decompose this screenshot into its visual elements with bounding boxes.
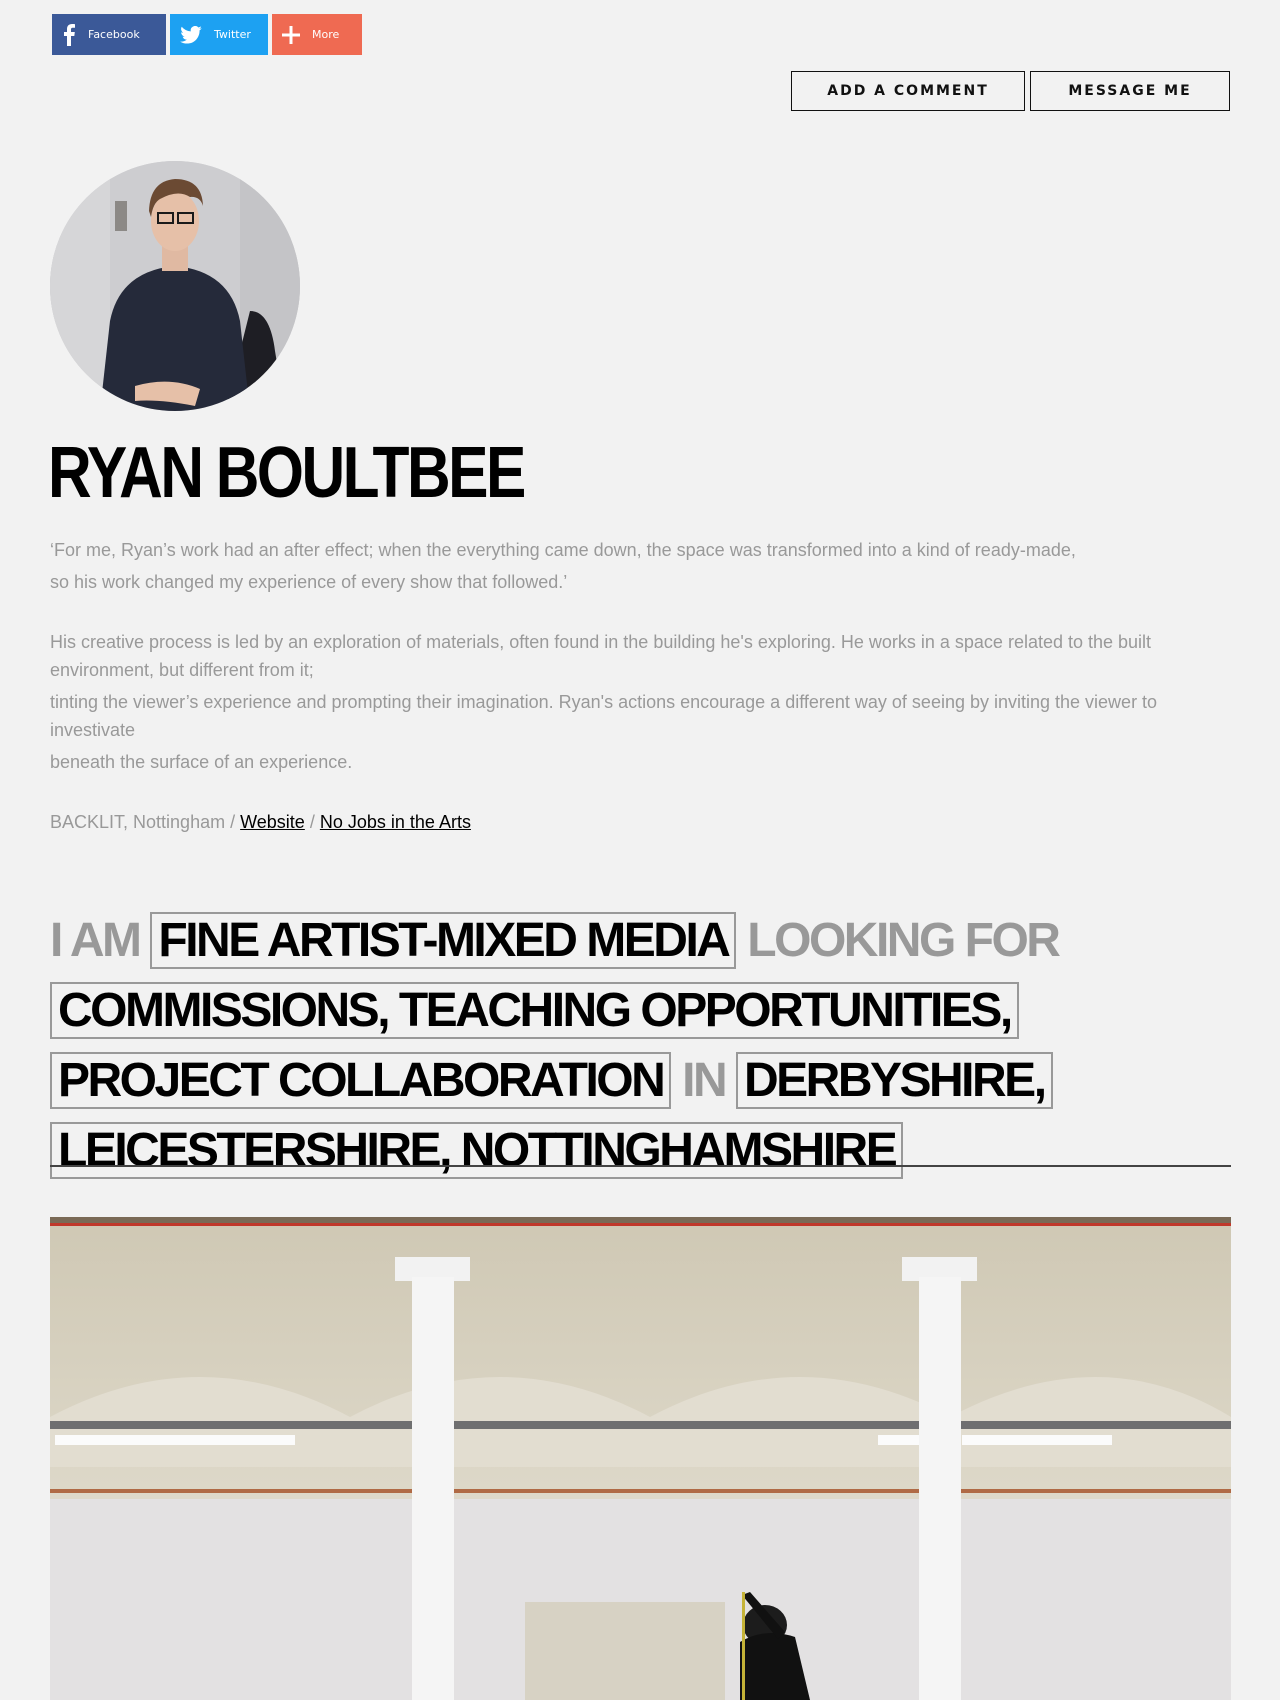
in-label: IN: [682, 1054, 726, 1107]
artist-statement: [50, 906, 1220, 1186]
location-text: BACKLIT, Nottingham: [50, 812, 226, 832]
role-tag: FINE ARTIST-MIXED MEDIA: [150, 912, 736, 969]
message-me-button[interactable]: MESSAGE ME: [1030, 71, 1230, 111]
facebook-icon: [62, 24, 76, 46]
bio-paragraph: beneath the surface of an experience.: [50, 752, 353, 772]
twitter-share-button[interactable]: [170, 14, 268, 55]
add-comment-button[interactable]: ADD A COMMENT: [791, 71, 1025, 111]
plus-icon: [282, 26, 300, 44]
twitter-icon: [180, 26, 202, 44]
more-share-button[interactable]: [272, 14, 362, 55]
locations-tag: DERBYSHIRE, LEICESTERSHIRE, NOTTINGHAMSHIRE: [50, 1052, 1053, 1179]
profile-name: RYAN BOULTBEE: [48, 433, 524, 513]
more-label: More: [312, 28, 340, 41]
quote-line: ‘For me, Ryan’s work had an after effect; when the everything came down, the space was transformed into a kind of ready-made,: [50, 540, 1076, 560]
share-bar: [52, 14, 362, 55]
facebook-label: Facebook: [88, 28, 140, 41]
section-divider: [50, 1165, 1231, 1167]
separator: /: [309, 812, 315, 832]
bio-paragraph: His creative process is led by an exploration of materials, often found in the building he's exploring. He works in a space related to the built environment, but different from it;: [50, 632, 1152, 680]
looking-for-label: LOOKING FOR: [747, 914, 1059, 967]
no-jobs-link[interactable]: No Jobs in the Arts: [319, 812, 471, 832]
profile-links: [50, 808, 1190, 836]
website-link[interactable]: Website: [240, 812, 305, 832]
gallery-image: [50, 1217, 1231, 1700]
bio-paragraph: tinting the viewer’s experience and prompting their imagination. Ryan's actions encourage a different way of seeing by inviting the viewer to investivate: [50, 692, 1158, 740]
artwork-photo: [50, 1217, 1231, 1700]
quote-line: so his work changed my experience of every show that followed.’: [50, 572, 568, 592]
facebook-share-button[interactable]: [52, 14, 166, 55]
separator: /: [230, 812, 236, 832]
avatar-photo: [50, 161, 300, 411]
avatar: [50, 161, 300, 411]
seeking-tag: COMMISSIONS, TEACHING OPPORTUNITIES, PROJECT COLLABORATION: [50, 982, 1019, 1109]
twitter-label: Twitter: [214, 28, 251, 41]
profile-actions: [791, 71, 1230, 111]
i-am-label: I AM: [50, 914, 140, 967]
profile-bio: [50, 536, 1190, 840]
